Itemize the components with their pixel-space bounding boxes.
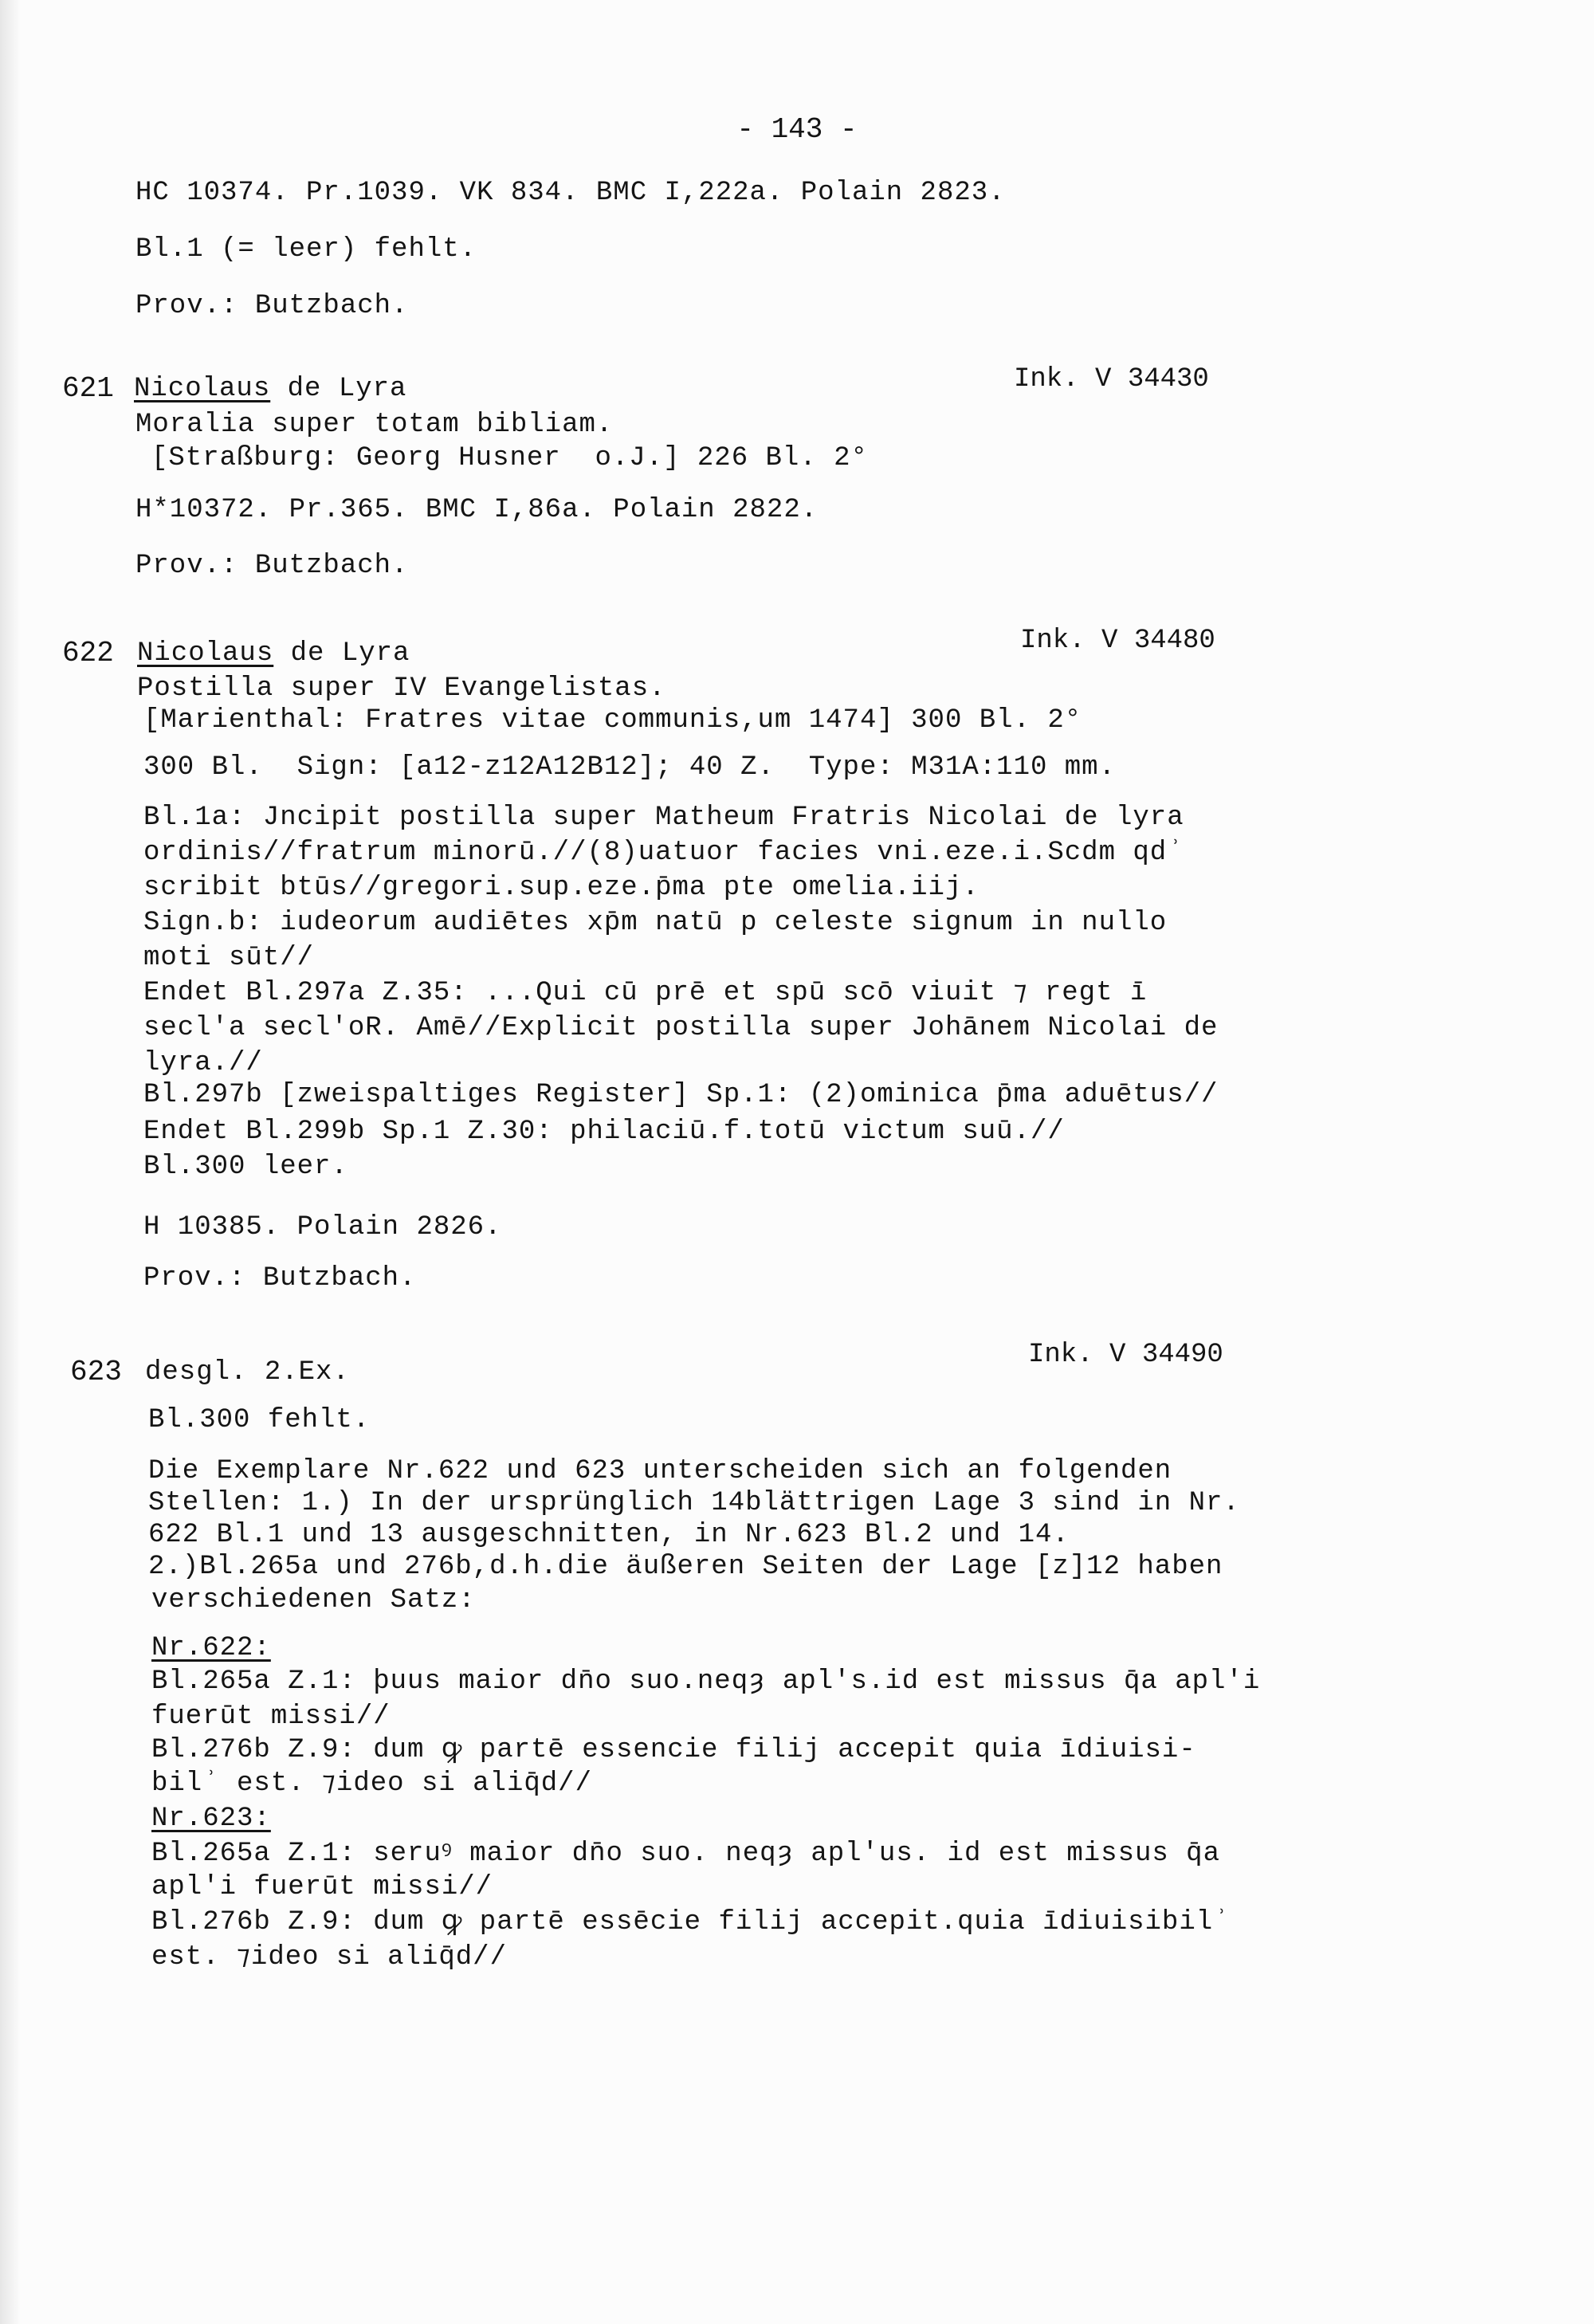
text-line: Stellen: 1.) In der ursprünglich 14blättrigen Lage 3 sind in Nr. (148, 1488, 1240, 1518)
ink-shelfmark: Ink. V 34480 (1020, 626, 1215, 656)
title-line: Postilla super IV Evangelistas. (137, 673, 666, 704)
title-line: Moralia super totam bibliam. (135, 410, 614, 440)
text-line: Bl.276b Z.9: dum ꝙ partē essēcie filij accepit.quia īdiuisibilʾ (151, 1907, 1231, 1937)
text-line: scribit btūs//gregori.sup.eze.p̄ma pte omelia.iij. (143, 873, 980, 903)
imprint-line: [Straßburg: Georg Husner o.J.] 226 Bl. 2° (151, 443, 868, 473)
text-line: 2.)Bl.265a und 276b,d.h.die äußeren Seiten der Lage [z]12 haben (148, 1552, 1223, 1582)
text-line: verschiedenen Satz: (151, 1585, 476, 1615)
scan-edge-shadow (0, 0, 21, 2324)
text-line: Bl.297b [zweispaltiges Register] Sp.1: (2)ominica p̄ma aduētus// (143, 1080, 1219, 1110)
provenance-line: Prov.: Butzbach. (135, 291, 409, 321)
references-line: H*10372. Pr.365. BMC I,86a. Polain 2822. (135, 495, 819, 525)
text-line: Bl.300 leer. (143, 1152, 348, 1182)
text-line: Endet Bl.299b Sp.1 Z.30: philaciū.f.totū victum suū.// (143, 1117, 1065, 1147)
entry-number: 622 (62, 637, 114, 669)
subheading-nr622: Nr.622: (151, 1633, 271, 1663)
text-line: est. ⁊ideo si aliq̄d// (151, 1942, 507, 1973)
text-line: desgl. 2.Ex. (145, 1357, 350, 1388)
entry-number: 623 (70, 1356, 122, 1388)
leaf-note-line: Bl.1 (= leer) fehlt. (135, 234, 477, 265)
ink-shelfmark: Ink. V 34430 (1014, 364, 1209, 395)
entry-author (137, 638, 410, 669)
entry-number: 621 (62, 372, 114, 405)
text-line: apl'i fuerūt missi// (151, 1872, 493, 1902)
text-line: Bl.300 fehlt. (148, 1405, 371, 1435)
entry-author (134, 373, 406, 405)
text-line: 622 Bl.1 und 13 ausgeschnitten, in Nr.623 Bl.2 und 14. (148, 1520, 1070, 1550)
subheading-nr623: Nr.623: (151, 1804, 271, 1834)
text-line: bilʾ est. ⁊ideo si aliq̄d// (151, 1769, 592, 1799)
text-line: Bl.276b Z.9: dum ꝙ partē essencie filij accepit quia īdiuisi- (151, 1735, 1196, 1765)
text-line: Die Exemplare Nr.622 und 623 unterscheiden sich an folgenden (148, 1456, 1172, 1486)
text-line: moti sūt// (143, 943, 315, 973)
text-line: secl'a secl'oR. Amē//Explicit postilla super Johānem Nicolai de (143, 1013, 1219, 1043)
text-line: lyra.// (143, 1048, 263, 1078)
text-line: Endet Bl.297a Z.35: ...Qui cū prē et spū scō viuit ⁊ regt ī (143, 978, 1148, 1008)
text-line: Sign.b: iudeorum audiētes xp̄m natū p celeste signum in nullo (143, 908, 1168, 938)
text-line: Bl.265a Z.1: þuus maior dn̄o suo.neqȝ apl's.id est missus q̄a apl'i (151, 1666, 1261, 1697)
text-line: fuerūt missi// (151, 1702, 391, 1732)
imprint-line: [Marienthal: Fratres vitae communis,um 1474] 300 Bl. 2° (143, 705, 1082, 736)
collation-line: 300 Bl. Sign: [a12-z12A12B12]; 40 Z. Type: M31A:110 mm. (143, 752, 1116, 783)
text-line: Bl.1a: Jncipit postilla super Matheum Fratris Nicolai de lyra (143, 803, 1184, 833)
author-rest: de Lyra (270, 374, 407, 404)
page-number: - 143 - (736, 113, 858, 146)
references-line: HC 10374. Pr.1039. VK 834. BMC I,222a. Polain 2823. (135, 178, 1006, 208)
author-rest: de Lyra (273, 638, 410, 669)
text-line: Bl.265a Z.1: seruꝰ maior dn̄o suo. neqȝ apl'us. id est missus q̄a (151, 1839, 1220, 1869)
ink-shelfmark: Ink. V 34490 (1028, 1340, 1223, 1370)
provenance-line: Prov.: Butzbach. (135, 551, 409, 581)
author-name: Nicolaus (137, 638, 274, 669)
text-line: ordinis//fratrum minorū.//(8)uatuor facies vni.eze.i.Scdm qdʾ (143, 838, 1184, 868)
author-name: Nicolaus (134, 374, 271, 404)
provenance-line: Prov.: Butzbach. (143, 1263, 417, 1294)
references-line: H 10385. Polain 2826. (143, 1212, 502, 1242)
